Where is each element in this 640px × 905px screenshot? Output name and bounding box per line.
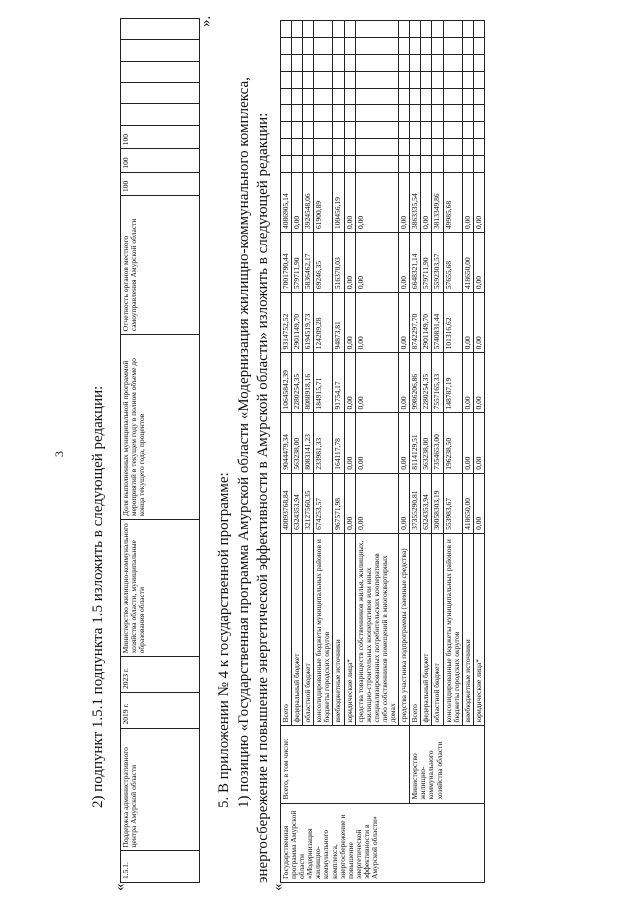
amount-cell: 0,00 [473, 232, 484, 292]
empty-cell [473, 122, 484, 139]
amount-cell: 0,00 [473, 172, 484, 232]
empty-cell [473, 21, 484, 38]
empty-cell [421, 71, 432, 88]
amount-cell: 5592303,57 [432, 232, 443, 292]
amount-cell: 69246,35 [314, 232, 333, 292]
amount-cell: 418650,00 [462, 473, 473, 533]
empty-cell [462, 155, 473, 172]
amount-cell: 553983,67 [443, 473, 462, 533]
empty-cell [292, 155, 303, 172]
amount-cell: 0,00 [355, 353, 398, 413]
amount-cell: 6324353,94 [421, 473, 432, 533]
empty-cell [355, 54, 398, 71]
empty-cell [303, 54, 314, 71]
amount-cell: 57655,68 [443, 232, 462, 292]
amount-cell: 61900,89 [314, 172, 333, 232]
empty-cell [344, 88, 355, 105]
empty-cell [355, 38, 398, 55]
empty-cell [303, 105, 314, 122]
amount-cell: 0,00 [344, 172, 355, 232]
amount-cell: 184915,71 [314, 353, 333, 413]
empty-cell [462, 38, 473, 55]
row-value-2: 100 [121, 149, 200, 172]
empty-cell [432, 105, 443, 122]
amount-cell: 0,00 [399, 413, 410, 473]
section2-close-quote: ». [198, 15, 214, 27]
empty-cell [281, 139, 292, 156]
empty-cell [443, 122, 462, 139]
funding-source-cell: юридические лица* [473, 533, 484, 726]
empty-cell [281, 88, 292, 105]
empty-cell [443, 155, 462, 172]
empty-cell [462, 139, 473, 156]
empty-cell [421, 155, 432, 172]
row-end: 2023 г. [121, 657, 200, 693]
empty-cell [462, 54, 473, 71]
section5-heading: 5. В приложении № 4 к государственной программе: [216, 472, 232, 808]
amount-cell: 233981,33 [314, 413, 333, 473]
empty-cell [314, 38, 333, 55]
empty-cell [314, 155, 333, 172]
empty-cell [344, 155, 355, 172]
empty-cell [462, 21, 473, 38]
amount-cell: 124209,28 [314, 293, 333, 353]
empty-cell [314, 105, 333, 122]
empty-cell [314, 122, 333, 139]
empty-cell [303, 139, 314, 156]
empty-cell [473, 105, 484, 122]
empty-cell [355, 71, 398, 88]
empty-cell [421, 54, 432, 71]
empty-cell [303, 155, 314, 172]
table-row [410, 21, 421, 883]
amount-cell: 0,00 [355, 172, 398, 232]
empty-cell [443, 54, 462, 71]
row-value-1: 100 [121, 172, 200, 195]
amount-cell: 0,00 [292, 172, 303, 232]
amount-cell: 6194519,73 [303, 293, 314, 353]
funding-source-cell: консолидированные бюджеты муниципальных районов и бюджеты городских округов [314, 533, 333, 726]
empty-cell [355, 155, 398, 172]
table-row [121, 19, 200, 883]
amount-cell: 94873,81 [333, 293, 344, 353]
amount-cell: 563238,00 [421, 413, 432, 473]
empty-cell [333, 105, 344, 122]
empty-cell [432, 21, 443, 38]
amount-cell: 5836462,17 [303, 232, 314, 292]
empty-cell [292, 105, 303, 122]
empty-cell [443, 139, 462, 156]
amount-cell: 674253,57 [314, 473, 333, 533]
amount-cell: 3813349,86 [432, 172, 443, 232]
amount-cell: 563238,00 [292, 413, 303, 473]
empty-cell [473, 139, 484, 156]
empty-cell [344, 21, 355, 38]
amount-cell: 0,00 [399, 353, 410, 413]
table-row [281, 21, 292, 883]
amount-cell: 0,00 [399, 473, 410, 533]
empty-cell [443, 105, 462, 122]
empty-cell [292, 54, 303, 71]
amount-cell: 2280254,35 [421, 353, 432, 413]
amount-cell: 164117,78 [333, 413, 344, 473]
amount-cell: 0,00 [462, 172, 473, 232]
amount-cell: 2280254,35 [292, 353, 303, 413]
empty-cell [399, 21, 410, 38]
amount-cell: 8088918,16 [303, 353, 314, 413]
empty-cell [421, 122, 432, 139]
amount-cell: 6648321,14 [410, 232, 421, 292]
empty-cell [281, 21, 292, 38]
empty-cell [443, 21, 462, 38]
funding-source-cell: федеральный бюджет [292, 533, 303, 726]
empty-cell [344, 71, 355, 88]
empty-cell [410, 38, 421, 55]
amount-cell: 516370,03 [333, 232, 344, 292]
empty-cell [410, 21, 421, 38]
funding-source-cell: Всего [410, 533, 421, 726]
amount-cell: 5740831,44 [432, 293, 443, 353]
empty-cell [292, 21, 303, 38]
amount-cell: 0,00 [355, 293, 398, 353]
amount-cell: 0,00 [421, 172, 432, 232]
empty-cell [473, 88, 484, 105]
empty-cell [410, 122, 421, 139]
amount-cell: 0,00 [399, 232, 410, 292]
row-executor: Министерство жилищно-коммунального хозяйства области, муниципальные образования области [121, 520, 200, 657]
appendix-table [280, 20, 485, 883]
amount-cell: 8742297,70 [410, 293, 421, 353]
amount-cell: 32127560,35 [303, 473, 314, 533]
empty-cell [333, 139, 344, 156]
funding-source-cell: Всего [281, 533, 292, 726]
amount-cell: 0,00 [473, 473, 484, 533]
empty-cell [432, 139, 443, 156]
empty-cell [473, 155, 484, 172]
program-name-cell: Государственная программа Амурской области «Модернизация жилищно-коммунального комплекса, энергосбережение и повышение энергетической эффективности в Амурской области» [281, 803, 485, 882]
empty-cell [432, 122, 443, 139]
empty-cell [399, 155, 410, 172]
empty-cell [292, 88, 303, 105]
amount-cell: 9986206,86 [410, 353, 421, 413]
funding-source-cell: внебюджетные источники [333, 533, 344, 726]
section5-subitem-line2: энергосбережение и повышение энергетической эффективности в Амурской области» изложить в следующей редакции: [255, 112, 271, 883]
section2-heading: 2) подпункт 1.5.1 подпункта 1.5 изложить в следующей редакции: [90, 385, 106, 808]
empty-cell [473, 71, 484, 88]
empty-cell [399, 38, 410, 55]
amount-cell: 0,00 [344, 353, 355, 413]
empty-cell [410, 105, 421, 122]
empty-cell [421, 21, 432, 38]
empty-cell [462, 71, 473, 88]
amount-cell: 0,00 [473, 353, 484, 413]
amount-cell: 0,00 [462, 353, 473, 413]
empty-cell [281, 71, 292, 88]
empty-cell [355, 139, 398, 156]
amount-cell: 37355290,81 [410, 473, 421, 533]
amount-cell: 7354653,00 [432, 413, 443, 473]
empty-cell [432, 155, 443, 172]
empty-cell [292, 122, 303, 139]
empty-cell [399, 71, 410, 88]
empty-cell [314, 71, 333, 88]
amount-cell: 49985,68 [443, 172, 462, 232]
amount-cell: 8083141,23 [303, 413, 314, 473]
funding-source-cell: федеральный бюджет [421, 533, 432, 726]
empty-cell [314, 21, 333, 38]
empty-cell [281, 38, 292, 55]
row-source: Отчетность органов местного самоуправления Амурской области [121, 195, 200, 334]
empty-cell [303, 71, 314, 88]
empty-cell [410, 139, 421, 156]
empty-cell [421, 139, 432, 156]
executor-cell: Министерство жилищно-коммунального хозяйства области [410, 726, 485, 803]
empty-cell [355, 122, 398, 139]
funding-source-cell: внебюджетные источники [462, 533, 473, 726]
amount-cell: 196238,50 [443, 413, 462, 473]
empty-cell [344, 105, 355, 122]
amount-cell: 4086905,14 [281, 172, 292, 232]
amount-cell: 2901149,70 [421, 293, 432, 353]
amount-cell: 100456,19 [333, 172, 344, 232]
empty-cell [314, 139, 333, 156]
row-indicator: Доля выполненных муниципальной программой мероприятий в текущем году в полном объеме до конца текущего года, процентов [121, 335, 200, 520]
page-number: 3 [52, 451, 66, 457]
amount-cell: 0,00 [344, 232, 355, 292]
empty-cell [333, 155, 344, 172]
empty-cell [355, 21, 398, 38]
funding-source-cell: областной бюджет [432, 533, 443, 726]
amount-cell: 91754,17 [333, 353, 344, 413]
funding-source-cell: средства товариществ собственников жилья, жилищных, жилищно-строительных кооперативов или иных специализированных потребительских кооперативов либо собственников помещений в многоквартирных домах [355, 533, 398, 726]
amount-cell: 0,00 [355, 473, 398, 533]
amount-cell: 8114129,51 [410, 413, 421, 473]
empty-cell [410, 155, 421, 172]
empty-cell [344, 54, 355, 71]
row-start: 2019 г. [121, 692, 200, 728]
amount-cell: 40093768,84 [281, 473, 292, 533]
subitem-table [120, 18, 200, 883]
amount-cell: 0,00 [344, 473, 355, 533]
amount-cell: 3924548,06 [303, 172, 314, 232]
empty-cell [333, 21, 344, 38]
empty-cell [333, 38, 344, 55]
empty-cell [421, 105, 432, 122]
empty-cell [421, 88, 432, 105]
empty-cell [443, 88, 462, 105]
amount-cell: 3863335,54 [410, 172, 421, 232]
empty-cell [303, 122, 314, 139]
amount-cell: 579711,90 [421, 232, 432, 292]
amount-cell: 0,00 [473, 413, 484, 473]
amount-cell: 148787,19 [443, 353, 462, 413]
amount-cell: 0,00 [399, 293, 410, 353]
empty-cell [281, 105, 292, 122]
empty-cell [432, 38, 443, 55]
amount-cell: 0,00 [462, 413, 473, 473]
amount-cell: 0,00 [462, 293, 473, 353]
empty-cell [462, 122, 473, 139]
empty-cell [462, 105, 473, 122]
empty-cell [443, 38, 462, 55]
empty-cell [333, 88, 344, 105]
amount-cell: 6324353,94 [292, 473, 303, 533]
empty-cell [462, 88, 473, 105]
empty-cell [303, 21, 314, 38]
empty-cell [292, 38, 303, 55]
amount-cell: 7557165,33 [432, 353, 443, 413]
amount-cell: 30058303,19 [432, 473, 443, 533]
amount-cell: 9314752,52 [281, 293, 292, 353]
amount-cell: 0,00 [399, 172, 410, 232]
section5-subitem-line1: 1) позицию «Государственная программа Амурской области «Модернизация жилищно-коммунального комплекса, [236, 77, 252, 808]
amount-cell: 0,00 [355, 232, 398, 292]
amount-cell: 7001790,44 [281, 232, 292, 292]
empty-cell [432, 88, 443, 105]
empty-cell [303, 88, 314, 105]
empty-cell [344, 122, 355, 139]
empty-cell [314, 88, 333, 105]
empty-cell [432, 71, 443, 88]
empty-cell [410, 71, 421, 88]
empty-cell [399, 54, 410, 71]
amount-cell: 0,00 [355, 413, 398, 473]
empty-cell [292, 139, 303, 156]
amount-cell: 101316,62 [443, 293, 462, 353]
empty-cell [333, 122, 344, 139]
row-value-3: 100 [121, 125, 200, 148]
empty-cell [473, 38, 484, 55]
section5-open-quote: « [270, 883, 286, 891]
funding-source-cell: средства участника подпрограммы (заемные средства) [399, 533, 410, 726]
empty-cell [344, 38, 355, 55]
empty-cell [344, 139, 355, 156]
empty-cell [399, 122, 410, 139]
empty-cell [473, 54, 484, 71]
amount-cell: 579711,90 [292, 232, 303, 292]
amount-cell: 0,00 [344, 413, 355, 473]
empty-cell [314, 54, 333, 71]
row-name: Поддержка административного центра Амурской области [121, 728, 200, 851]
empty-cell [443, 71, 462, 88]
empty-cell [410, 88, 421, 105]
empty-cell [281, 155, 292, 172]
empty-cell [410, 54, 421, 71]
amount-cell: 10645842,39 [281, 353, 292, 413]
funding-source-cell: консолидированные бюджеты муниципальных районов и бюджеты городских округов [443, 533, 462, 726]
executor-cell: Всего, в том числе: [281, 726, 410, 803]
empty-cell [292, 71, 303, 88]
amount-cell: 0,00 [473, 293, 484, 353]
empty-cell [281, 122, 292, 139]
empty-cell [432, 54, 443, 71]
amount-cell: 967571,98 [333, 473, 344, 533]
empty-cell [399, 139, 410, 156]
empty-cell [281, 54, 292, 71]
empty-cell [399, 105, 410, 122]
empty-cell [399, 88, 410, 105]
empty-cell [303, 38, 314, 55]
funding-source-cell: областной бюджет [303, 533, 314, 726]
empty-cell [421, 38, 432, 55]
empty-cell [355, 105, 398, 122]
row-number: 1.5.1. [121, 851, 200, 883]
amount-cell: 2901149,70 [292, 293, 303, 353]
empty-cell [333, 54, 344, 71]
empty-cell [333, 71, 344, 88]
empty-cell [355, 88, 398, 105]
amount-cell: 0,00 [344, 293, 355, 353]
section2-open-quote: « [112, 883, 128, 891]
amount-cell: 418650,00 [462, 232, 473, 292]
amount-cell: 9044479,34 [281, 413, 292, 473]
funding-source-cell: юридические лица* [344, 533, 355, 726]
